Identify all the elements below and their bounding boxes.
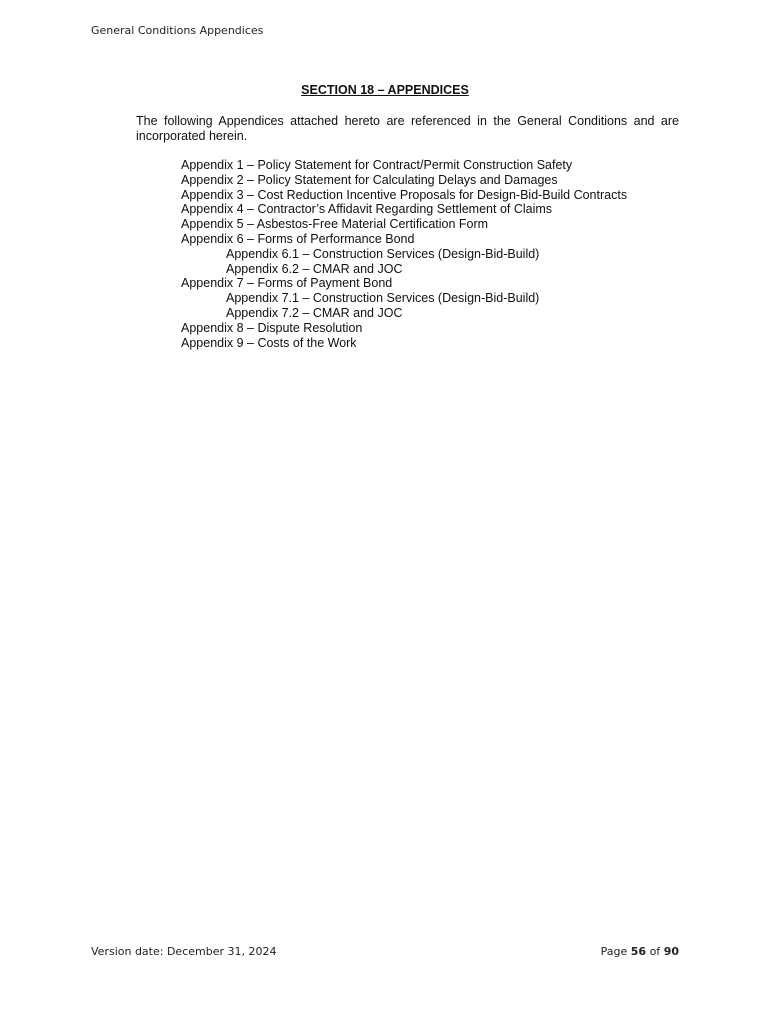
page-prefix: Page: [600, 945, 631, 958]
appendix-subitem: Appendix 7.2 – CMAR and JOC: [226, 305, 403, 320]
appendix-item: Appendix 1 – Policy Statement for Contract/Permit Construction Safety: [181, 158, 573, 172]
page-number: [601, 945, 679, 958]
appendix-item: Appendix 3 – Cost Reduction Incentive Proposals for Design-Bid-Build Contracts: [181, 187, 628, 202]
appendix-item: Appendix 4 – Contractor’s Affidavit Regarding Settlement of Claims: [181, 202, 553, 217]
appendix-item: Appendix 5 – Asbestos-Free Material Certification Form: [181, 217, 489, 232]
total-pages: 90: [663, 945, 679, 958]
appendix-item: Appendix 9 – Costs of the Work: [181, 335, 357, 350]
version-date: Version date: December 31, 2024: [91, 945, 277, 958]
appendix-item: Appendix 7 – Forms of Payment Bond: [181, 276, 393, 291]
current-page: 56: [630, 945, 647, 958]
section-title: SECTION 18 – APPENDICES: [301, 83, 469, 97]
appendix-item: Appendix 6 – Forms of Performance Bond: [181, 231, 415, 246]
appendix-item: Appendix 8 – Dispute Resolution: [181, 320, 363, 335]
appendix-subitem: Appendix 7.1 – Construction Services (Design-Bid-Build): [226, 291, 540, 306]
running-header: General Conditions Appendices: [91, 24, 264, 37]
appendix-subitem: Appendix 6.1 – Construction Services (Design-Bid-Build): [226, 246, 540, 261]
appendix-item: Appendix 2 – Policy Statement for Calculating Delays and Damages: [181, 172, 558, 187]
appendix-list: [181, 158, 627, 350]
page-of: of: [646, 945, 664, 958]
intro-paragraph: The following Appendices attached hereto are referenced in the General Conditions and are incorporated herein.: [136, 114, 679, 143]
appendix-subitem: Appendix 6.2 – CMAR and JOC: [226, 261, 403, 276]
